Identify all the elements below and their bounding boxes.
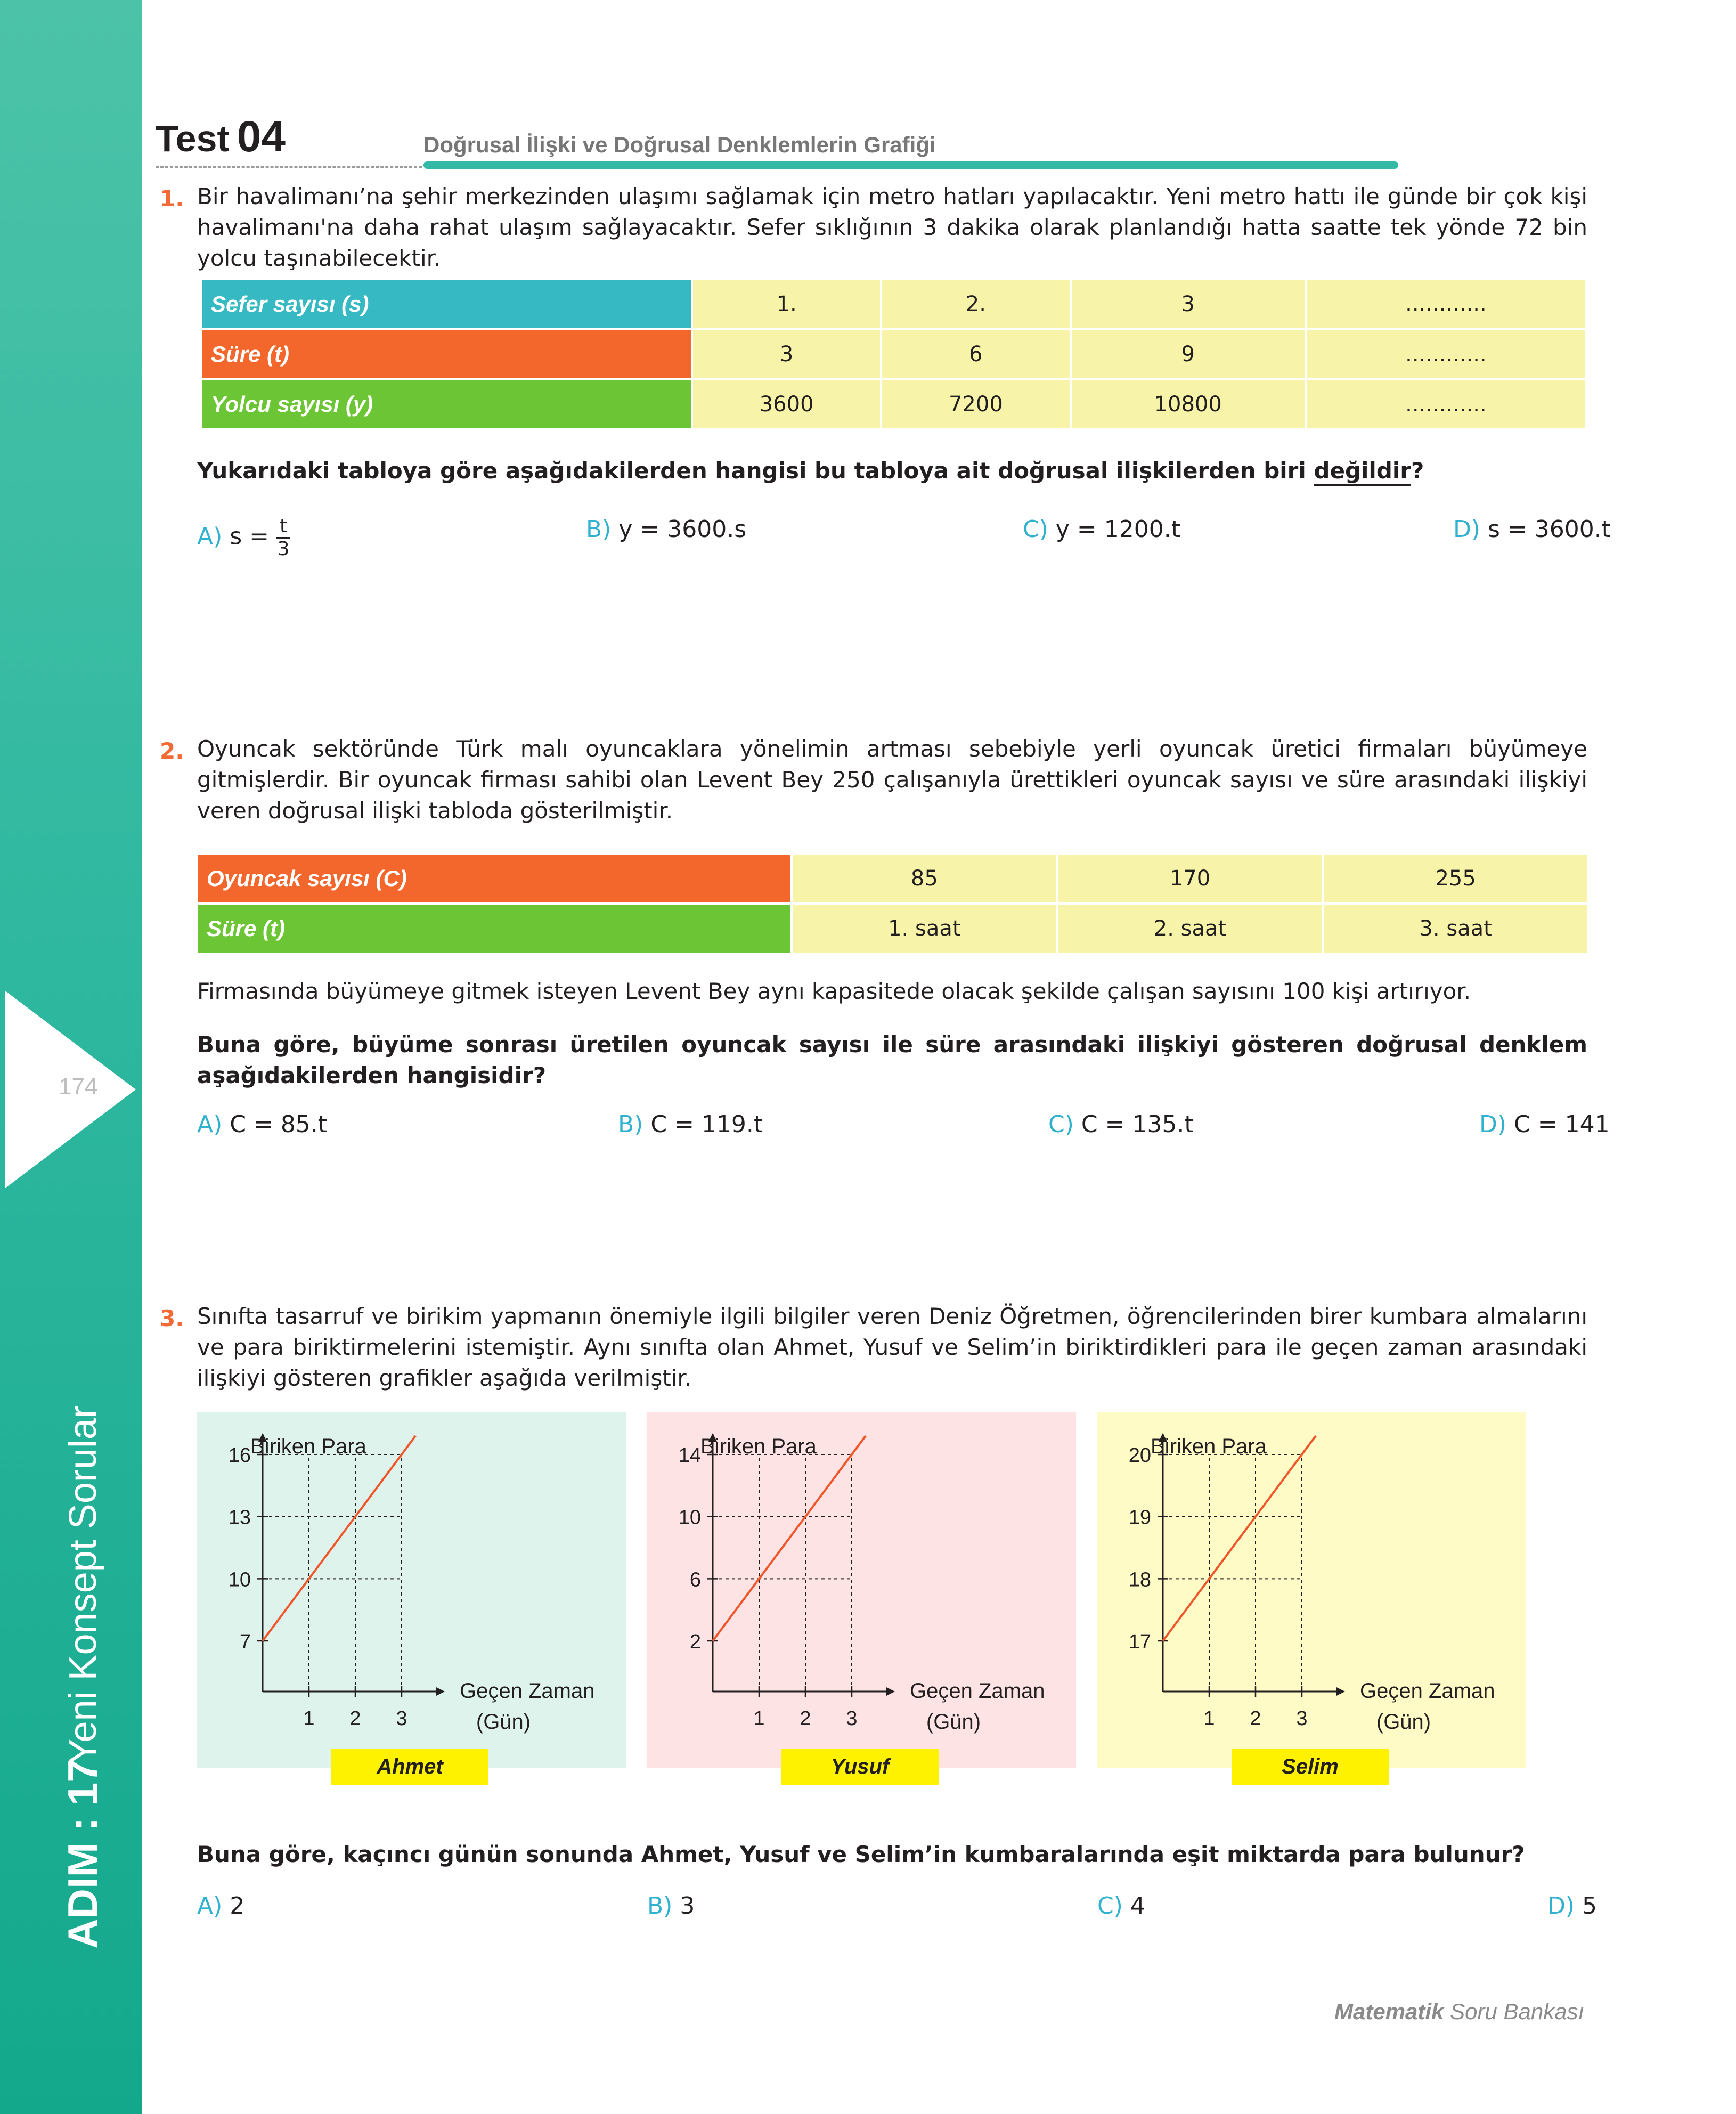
q3-option-a[interactable] bbox=[197, 1892, 244, 1920]
q2-text: Oyuncak sektöründe Türk malı oyuncaklara yönelimin artması sebebiyle yerli oyuncak üretici firmaları büyümeye gitmişlerdir. Bir oyuncak firması sahibi olan Levent Bey 250 çalışanıyla ürettikleri oyuncak sayısı ve süre arasındaki ilişkiyi veren doğrusal ilişki tabloda gösterilmiştir. bbox=[197, 736, 1587, 824]
header-divider bbox=[156, 166, 422, 168]
table-cell: 255 bbox=[1324, 855, 1587, 902]
q2-option-d[interactable] bbox=[1479, 1111, 1610, 1138]
option-letter: A) bbox=[197, 1111, 223, 1138]
y-tick-label: 2 bbox=[689, 1631, 701, 1653]
y-tick-label: 13 bbox=[228, 1506, 251, 1529]
y-tick-label: 19 bbox=[1128, 1506, 1151, 1529]
x-axis-label: Geçen Zaman bbox=[1360, 1679, 1495, 1703]
y-tick-label: 18 bbox=[1128, 1568, 1151, 1591]
x-axis-label: Geçen Zaman bbox=[910, 1679, 1045, 1703]
step-label: ADIM : 17 bbox=[59, 1759, 106, 1949]
option-letter: A) bbox=[197, 1892, 223, 1920]
option-text: C = 135.t bbox=[1081, 1111, 1194, 1138]
x-tick-label: 1 bbox=[753, 1708, 765, 1730]
x-tick-label: 1 bbox=[303, 1708, 315, 1730]
table-header-cell: Süre (t) bbox=[198, 905, 790, 953]
table-cell: 3 bbox=[1072, 280, 1305, 328]
y-axis-label: Biriken Para bbox=[250, 1435, 366, 1458]
y-tick-label: 20 bbox=[1128, 1444, 1151, 1467]
table-row bbox=[202, 380, 1585, 428]
option-text: 2 bbox=[230, 1892, 245, 1920]
table-row bbox=[198, 905, 1587, 953]
option-letter: B) bbox=[647, 1892, 673, 1920]
chart-background bbox=[1097, 1412, 1526, 1768]
table-header-cell: Oyuncak sayısı (C) bbox=[198, 855, 790, 902]
y-axis-label: Biriken Para bbox=[1151, 1435, 1267, 1458]
footer-brand bbox=[1334, 1999, 1584, 2024]
option-text: C = 119.t bbox=[650, 1111, 763, 1138]
option-letter: B) bbox=[586, 516, 612, 543]
table-cell: 9 bbox=[1072, 330, 1305, 378]
chart-selim bbox=[1097, 1412, 1526, 1778]
table-cell: 3600 bbox=[693, 380, 880, 428]
test-word: Test bbox=[156, 118, 230, 159]
table-header-cell: Yolcu sayısı (y) bbox=[202, 380, 691, 428]
table-cell: 85 bbox=[793, 855, 1056, 902]
fraction-numerator: t bbox=[276, 516, 290, 539]
table-cell: 1. saat bbox=[793, 905, 1056, 953]
table-cell: 3. saat bbox=[1324, 905, 1587, 953]
q2-question: Buna göre, büyüme sonrası üretilen oyuncak sayısı ile süre arasındaki ilişkiyi gösteren doğrusal denklem aşağıdakilerden hangisidir? bbox=[197, 1031, 1587, 1088]
option-text: 5 bbox=[1582, 1892, 1598, 1920]
q1-option-a[interactable] bbox=[197, 516, 290, 560]
option-text: y = 3600.s bbox=[618, 516, 747, 543]
fraction bbox=[276, 516, 290, 560]
y-axis-label: Biriken Para bbox=[700, 1435, 817, 1458]
option-letter: D) bbox=[1479, 1111, 1507, 1138]
fraction-denominator: 3 bbox=[277, 538, 290, 560]
x-axis-unit-label: (Gün) bbox=[926, 1710, 981, 1734]
table-row bbox=[198, 855, 1587, 902]
table-cell: ............ bbox=[1307, 380, 1585, 428]
q1-option-c[interactable] bbox=[1023, 516, 1180, 543]
q1-question-mark: ? bbox=[1411, 458, 1424, 484]
y-tick-label: 10 bbox=[228, 1568, 251, 1591]
table-cell: 6 bbox=[882, 330, 1069, 378]
x-tick-label: 2 bbox=[349, 1708, 361, 1730]
option-letter: B) bbox=[618, 1111, 643, 1138]
y-tick-label: 14 bbox=[678, 1444, 701, 1467]
q1-table bbox=[200, 278, 1587, 430]
q3-option-d[interactable] bbox=[1547, 1892, 1597, 1920]
series-title: Yeni Konsept Sorular bbox=[62, 1405, 104, 1765]
x-tick-label: 1 bbox=[1203, 1708, 1215, 1730]
option-letter: D) bbox=[1547, 1892, 1575, 1920]
chart-name-label: Yusuf bbox=[781, 1749, 939, 1785]
test-label bbox=[156, 112, 286, 162]
table-cell: 2. saat bbox=[1058, 905, 1322, 953]
x-tick-label: 3 bbox=[1296, 1708, 1308, 1730]
chart-background bbox=[197, 1412, 626, 1768]
y-tick-label: 17 bbox=[1128, 1631, 1151, 1653]
x-tick-label: 2 bbox=[1250, 1708, 1261, 1730]
table-cell: ............ bbox=[1307, 280, 1585, 328]
table-row bbox=[202, 280, 1585, 328]
option-text: s = bbox=[230, 523, 277, 550]
header-underline bbox=[423, 161, 1398, 169]
q3-question: Buna göre, kaçıncı günün sonunda Ahmet, Yusuf ve Selim’in kumbaralarında eşit miktarda para bulunur? bbox=[197, 1841, 1525, 1867]
chart-svg bbox=[647, 1412, 1076, 1768]
option-text: C = 141 bbox=[1514, 1111, 1610, 1138]
q2-option-c[interactable] bbox=[1048, 1111, 1194, 1138]
option-text: s = 3600.t bbox=[1488, 516, 1611, 543]
q2-info: Firmasında büyümeye gitmek isteyen Levent Bey aynı kapasitede olacak şekilde çalışan sayısını 100 kişi artırıyor. bbox=[197, 978, 1471, 1004]
table-header-cell: Sefer sayısı (s) bbox=[202, 280, 691, 328]
option-text: 3 bbox=[680, 1892, 695, 1920]
q3-number: 3. bbox=[160, 1305, 184, 1331]
table-cell: 10800 bbox=[1072, 380, 1305, 428]
q3-option-c[interactable] bbox=[1097, 1892, 1145, 1920]
q3-text: Sınıfta tasarruf ve birikim yapmanın önemiyle ilgili bilgiler veren Deniz Öğretmen, öğrencilerinden birer kumbara almalarını ve para biriktirmelerini istemiştir. Aynı sınıfta olan Ahmet, Yusuf ve Selim’in biriktirdikleri para ile geçen zaman arasındaki ilişkiyi gösteren grafikler aşağıda verilmiştir. bbox=[197, 1303, 1587, 1391]
test-subtitle: Doğrusal İlişki ve Doğrusal Denklemlerin Grafiği bbox=[423, 132, 936, 157]
x-tick-label: 3 bbox=[846, 1708, 858, 1730]
option-text: y = 1200.t bbox=[1055, 516, 1180, 543]
q1-text: Bir havalimanı’na şehir merkezinden ulaşımı sağlamak için metro hatları yapılacaktır. Yeni metro hattı ile günde bir çok kişi havalimanı'na daha rahat ulaşım sağlayacaktır. Sefer sıklığının 3 dakika olarak planlandığı hatta saatte tek yönde 72 bin yolcu taşınabilecektir. bbox=[197, 183, 1587, 271]
option-letter: D) bbox=[1453, 516, 1481, 543]
table-header-cell: Süre (t) bbox=[202, 330, 691, 378]
table-cell: 1. bbox=[693, 280, 880, 328]
q2-option-a[interactable] bbox=[197, 1111, 327, 1138]
y-tick-label: 16 bbox=[228, 1444, 251, 1467]
chart-yusuf bbox=[647, 1412, 1076, 1778]
table-cell: ............ bbox=[1307, 330, 1585, 378]
table-cell: 170 bbox=[1058, 855, 1322, 902]
option-letter: A) bbox=[197, 523, 223, 550]
x-tick-label: 2 bbox=[800, 1708, 811, 1730]
q2-option-b[interactable] bbox=[618, 1111, 763, 1138]
q3-option-b[interactable] bbox=[647, 1892, 695, 1920]
option-letter: C) bbox=[1048, 1111, 1074, 1138]
option-letter: C) bbox=[1097, 1892, 1123, 1920]
chart-background bbox=[647, 1412, 1076, 1768]
q1-question bbox=[197, 456, 1424, 486]
x-axis-label: Geçen Zaman bbox=[460, 1679, 595, 1703]
q1-question-text: Yukarıdaki tabloya göre aşağıdakilerden hangisi bu tabloya ait doğrusal ilişkilerden biri bbox=[197, 458, 1314, 484]
chart-name-label: Ahmet bbox=[331, 1749, 488, 1785]
option-letter: C) bbox=[1023, 516, 1048, 543]
footer-brand-bold: Matematik bbox=[1334, 1999, 1444, 2024]
table-cell: 3 bbox=[693, 330, 880, 378]
x-axis-unit-label: (Gün) bbox=[476, 1710, 531, 1734]
test-number: 04 bbox=[237, 112, 286, 161]
q2-table bbox=[196, 852, 1590, 955]
y-tick-label: 6 bbox=[689, 1568, 701, 1591]
chart-ahmet bbox=[197, 1412, 626, 1778]
chart-name-label: Selim bbox=[1232, 1749, 1389, 1785]
q1-number: 1. bbox=[160, 185, 184, 212]
q2-number: 2. bbox=[160, 738, 184, 764]
table-cell: 7200 bbox=[882, 380, 1069, 428]
footer-brand-rest: Soru Bankası bbox=[1444, 1999, 1585, 2024]
chart-svg bbox=[197, 1412, 626, 1768]
option-text: 4 bbox=[1130, 1892, 1145, 1920]
y-tick-label: 7 bbox=[239, 1631, 251, 1653]
q1-option-d[interactable] bbox=[1453, 516, 1611, 543]
q1-question-underlined: değildir bbox=[1314, 458, 1412, 484]
table-cell: 2. bbox=[882, 280, 1069, 328]
page-number: 174 bbox=[59, 1074, 98, 1100]
table-row bbox=[202, 330, 1585, 378]
x-tick-label: 3 bbox=[396, 1708, 407, 1730]
x-axis-unit-label: (Gün) bbox=[1376, 1710, 1431, 1734]
chart-svg bbox=[1097, 1412, 1526, 1768]
y-tick-label: 10 bbox=[678, 1506, 701, 1529]
option-text: C = 85.t bbox=[230, 1111, 328, 1138]
q1-option-b[interactable] bbox=[586, 516, 746, 543]
